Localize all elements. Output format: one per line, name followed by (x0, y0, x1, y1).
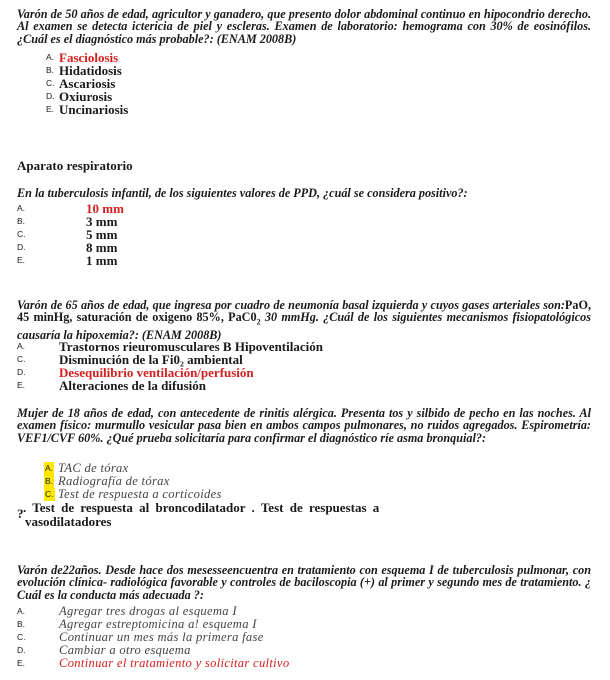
q1-stem: Varón de 50 años de edad, agricultor y ganadero, que presento dolor abdominal continuo en hipocondrio derecho. Al examen se detecta ictericia de piel y escleras. Examen de laboratorio: hemograma con 30% de eosinófilos. ¿Cuál es el diagnóstico más probable?: (ENAM 2008B) (17, 7, 591, 46)
q4-option-d-line2: vasodilatadores (25, 514, 112, 529)
q2-stem: En la tuberculosis infantil, de los siguientes valores de PPD, ¿cuál se considera positivo?: (17, 186, 468, 200)
q4-option-d-line1: . Test de respuesta al broncodilatador . Test de respuestas a (23, 500, 380, 515)
q5-stem: Varón de22años. Desde hace dos mesesseencuentra en tratamiento con esquema I de tuberculosis pulmonar, con evolución clínica- radiológica favorable y controles de baciloscopia (+) al primer y segundo mes de tratamiento. ¿ Cuál es la conducta más adecuada ?: (17, 563, 591, 602)
q3-stem: Varón de 65 años de edad, que ingresa por cuadro de neumonía basal izquierda y cuyos gases arteriales son:PaO, 45 minHg, saturación de oxigeno 85%, $PaC0_2$ 30 mmHg. ¿Cuál de los siguientes mecanismos fisiopatológicos causaría la hipoxemia?: (ENAM 2008B) (17, 298, 591, 343)
q4-stem: Mujer de 18 años de edad, con antecedente de rinitis alérgica. Presenta tos y silbido de pecho en las noches. Al examen físico: murmullo vesicular pasa bien en ambos campos pulmonares, no ruidos agregados. Espirometría: VEF1/CVF 60%. ¿Qué prueba solicitaría para confirmar el diagnóstico ríe asma bronquial?: (17, 406, 591, 445)
q4-option-d-prefix: ? (17, 506, 24, 521)
section-heading: Aparato respiratorio (17, 158, 133, 173)
